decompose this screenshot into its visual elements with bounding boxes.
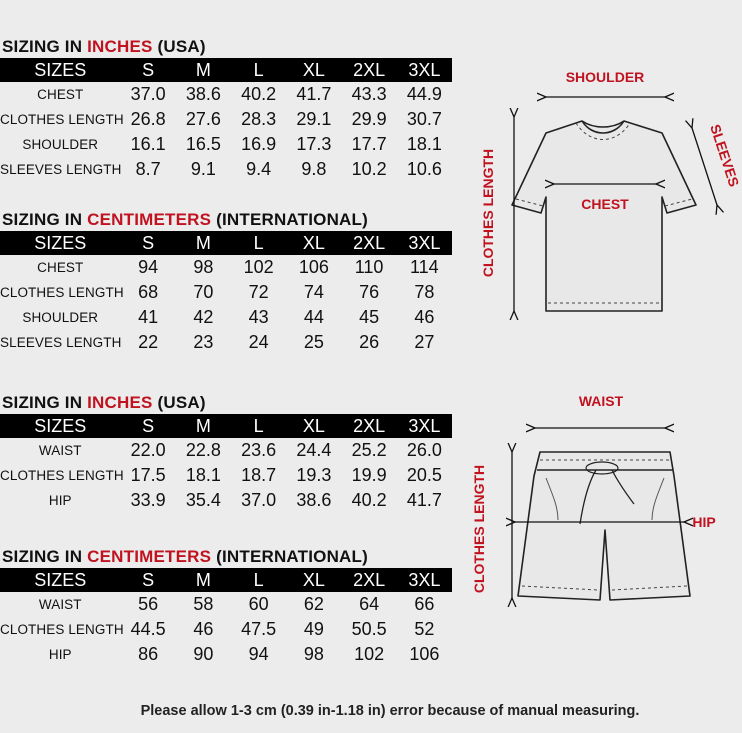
chest-label: CHEST — [581, 196, 629, 212]
table-cell: 23 — [193, 332, 214, 352]
header-cell: 2XL — [341, 231, 396, 255]
size-table-inches-top — [0, 58, 452, 182]
section-inches-top — [0, 36, 452, 182]
table-cell: 17.7 — [351, 134, 387, 154]
table-cell: 44 — [303, 307, 324, 327]
table-cell: 106 — [298, 257, 329, 277]
table-cell: 46 — [193, 619, 214, 639]
row-label: WAIST — [38, 443, 82, 458]
table-cell: 49 — [303, 619, 324, 639]
table-cell: 30.7 — [406, 109, 442, 129]
table-cell: 43.3 — [351, 84, 387, 104]
shoulder-label: SHOULDER — [565, 69, 645, 85]
header-cell: XL — [286, 231, 341, 255]
table-cell: 56 — [138, 594, 159, 614]
row-label: WAIST — [38, 597, 82, 612]
header-cell: S — [121, 58, 176, 82]
row-label: SLEEVES LENGTH — [0, 162, 122, 177]
table-row — [0, 82, 452, 107]
table-cell: 20.5 — [406, 465, 442, 485]
table-row — [0, 592, 452, 617]
header-cell: M — [176, 58, 231, 82]
table-header-row — [0, 58, 452, 82]
header-cell: L — [231, 58, 286, 82]
table-cell: 22.0 — [130, 440, 166, 460]
table-cell: 86 — [138, 644, 159, 664]
row-label: HIP — [48, 493, 72, 508]
table-cell: 38.6 — [296, 490, 332, 510]
table-cell: 94 — [138, 257, 159, 277]
table-cell: 52 — [414, 619, 435, 639]
table-cell: 17.3 — [296, 134, 332, 154]
table-cell: 62 — [303, 594, 324, 614]
table-cell: 26.0 — [406, 440, 442, 460]
table-cell: 17.5 — [130, 465, 166, 485]
tshirt-diagram — [462, 55, 742, 335]
table-cell: 18.1 — [185, 465, 221, 485]
row-label: SHOULDER — [22, 137, 99, 152]
table-cell: 98 — [193, 257, 214, 277]
header-cell: L — [231, 231, 286, 255]
table-row — [0, 642, 452, 667]
table-cell: 50.5 — [351, 619, 387, 639]
title-unit: CENTIMETERS — [87, 210, 212, 229]
section-inches-bottom — [0, 392, 452, 513]
table-cell: 94 — [248, 644, 269, 664]
table-cell: 90 — [193, 644, 214, 664]
table-cell: 47.5 — [241, 619, 277, 639]
table-cell: 22 — [138, 332, 159, 352]
table-cell: 9.8 — [301, 159, 327, 179]
table-cell: 41.7 — [296, 84, 332, 104]
title-prefix: SIZING IN — [2, 210, 88, 229]
table-cell: 110 — [354, 257, 384, 277]
row-label: SLEEVES LENGTH — [0, 335, 122, 350]
table-cell: 42 — [193, 307, 214, 327]
table-cell: 45 — [359, 307, 380, 327]
table-row — [0, 255, 452, 280]
table-cell: 10.2 — [351, 159, 387, 179]
title-prefix: SIZING IN — [2, 37, 88, 56]
row-label: HIP — [48, 647, 72, 662]
section-title — [2, 392, 452, 414]
clothes-length-label: CLOTHES LENGTH — [471, 464, 487, 594]
table-cell: 33.9 — [130, 490, 166, 510]
table-cell: 28.3 — [241, 109, 277, 129]
section-centimeters-top — [0, 209, 452, 355]
table-cell: 78 — [414, 282, 435, 302]
clothes-length-label: CLOTHES LENGTH — [480, 148, 496, 278]
table-cell: 9.1 — [190, 159, 216, 179]
size-table-centimeters-top — [0, 231, 452, 355]
shorts-diagram — [462, 388, 742, 608]
table-cell: 8.7 — [135, 159, 161, 179]
table-cell: 18.7 — [241, 465, 277, 485]
header-cell: M — [176, 568, 231, 592]
header-cell: SIZES — [0, 568, 121, 592]
table-cell: 29.1 — [296, 109, 332, 129]
table-cell: 26.8 — [130, 109, 166, 129]
table-row — [0, 280, 452, 305]
table-header-row — [0, 231, 452, 255]
header-cell: XL — [286, 568, 341, 592]
title-suffix: (INTERNATIONAL) — [211, 210, 368, 229]
header-cell: 3XL — [397, 568, 452, 592]
header-cell: XL — [286, 414, 341, 438]
table-row — [0, 463, 452, 488]
table-cell: 19.9 — [351, 465, 387, 485]
table-cell: 98 — [303, 644, 324, 664]
table-cell: 25.2 — [351, 440, 387, 460]
hip-label: HIP — [692, 514, 716, 530]
table-cell: 27.6 — [185, 109, 221, 129]
header-cell: XL — [286, 58, 341, 82]
table-cell: 27 — [414, 332, 435, 352]
size-table-centimeters-bottom — [0, 568, 452, 667]
table-cell: 102 — [354, 644, 385, 664]
header-cell: L — [231, 568, 286, 592]
table-cell: 76 — [359, 282, 380, 302]
table-cell: 18.1 — [406, 134, 442, 154]
header-cell: SIZES — [0, 58, 121, 82]
table-header-row — [0, 568, 452, 592]
row-label: SHOULDER — [22, 310, 99, 325]
header-cell: 2XL — [341, 58, 396, 82]
table-cell: 43 — [248, 307, 269, 327]
header-cell: M — [176, 414, 231, 438]
table-cell: 35.4 — [185, 490, 221, 510]
table-cell: 70 — [193, 282, 214, 302]
table-cell: 72 — [248, 282, 269, 302]
table-cell: 106 — [409, 644, 440, 664]
title-prefix: SIZING IN — [2, 547, 88, 566]
table-cell: 26 — [359, 332, 380, 352]
title-unit: INCHES — [87, 37, 153, 56]
section-centimeters-bottom — [0, 546, 452, 667]
header-cell: SIZES — [0, 414, 121, 438]
waist-label: WAIST — [578, 393, 624, 409]
table-cell: 40.2 — [241, 84, 277, 104]
header-cell: SIZES — [0, 231, 121, 255]
table-cell: 24.4 — [296, 440, 332, 460]
header-cell: S — [121, 568, 176, 592]
size-table-inches-bottom — [0, 414, 452, 513]
table-row — [0, 107, 452, 132]
table-cell: 9.4 — [246, 159, 272, 179]
table-header-row — [0, 414, 452, 438]
title-unit: CENTIMETERS — [87, 547, 212, 566]
table-cell: 23.6 — [241, 440, 277, 460]
title-suffix: (USA) — [152, 37, 206, 56]
section-title — [2, 209, 452, 231]
header-cell: 2XL — [341, 568, 396, 592]
table-row — [0, 438, 452, 463]
table-cell: 58 — [193, 594, 214, 614]
table-cell: 74 — [303, 282, 324, 302]
section-title — [2, 36, 452, 58]
table-cell: 41.7 — [406, 490, 442, 510]
title-suffix: (USA) — [152, 393, 206, 412]
table-cell: 46 — [414, 307, 435, 327]
header-cell: L — [231, 414, 286, 438]
header-cell: S — [121, 414, 176, 438]
table-cell: 29.9 — [351, 109, 387, 129]
section-title — [2, 546, 452, 568]
table-cell: 102 — [243, 257, 274, 277]
table-cell: 44.5 — [130, 619, 166, 639]
table-cell: 60 — [248, 594, 269, 614]
table-cell: 37.0 — [130, 84, 166, 104]
header-cell: 3XL — [397, 414, 452, 438]
table-cell: 66 — [414, 594, 435, 614]
table-row — [0, 488, 452, 513]
table-cell: 40.2 — [351, 490, 387, 510]
header-cell: M — [176, 231, 231, 255]
table-cell: 44.9 — [406, 84, 442, 104]
title-suffix: (INTERNATIONAL) — [211, 547, 368, 566]
table-row — [0, 617, 452, 642]
title-prefix: SIZING IN — [2, 393, 88, 412]
measurement-disclaimer: Please allow 1-3 cm (0.39 in-1.18 in) error because of manual measuring. — [140, 703, 640, 719]
row-label: CLOTHES LENGTH — [0, 622, 124, 637]
header-cell: 3XL — [397, 231, 452, 255]
header-cell: S — [121, 231, 176, 255]
table-cell: 41 — [138, 307, 159, 327]
table-cell: 22.8 — [185, 440, 221, 460]
table-cell: 10.6 — [406, 159, 442, 179]
table-cell: 16.5 — [185, 134, 221, 154]
table-row — [0, 305, 452, 330]
table-cell: 24 — [248, 332, 269, 352]
table-row — [0, 330, 452, 355]
table-cell: 38.6 — [185, 84, 221, 104]
table-row — [0, 132, 452, 157]
tshirt-outline — [512, 121, 696, 311]
table-cell: 16.9 — [241, 134, 277, 154]
row-label: CLOTHES LENGTH — [0, 285, 124, 300]
table-cell: 114 — [410, 257, 439, 277]
table-cell: 68 — [138, 282, 159, 302]
table-cell: 64 — [359, 594, 380, 614]
row-label: CLOTHES LENGTH — [0, 468, 124, 483]
row-label: CLOTHES LENGTH — [0, 112, 124, 127]
title-unit: INCHES — [87, 393, 153, 412]
header-cell: 2XL — [341, 414, 396, 438]
table-row — [0, 157, 452, 182]
table-cell: 25 — [303, 332, 324, 352]
row-label: CHEST — [37, 260, 84, 275]
table-cell: 16.1 — [130, 134, 166, 154]
table-cell: 19.3 — [296, 465, 332, 485]
row-label: CHEST — [37, 87, 84, 102]
table-cell: 37.0 — [241, 490, 277, 510]
sleeves-label: SLEEVES — [707, 122, 742, 189]
header-cell: 3XL — [397, 58, 452, 82]
